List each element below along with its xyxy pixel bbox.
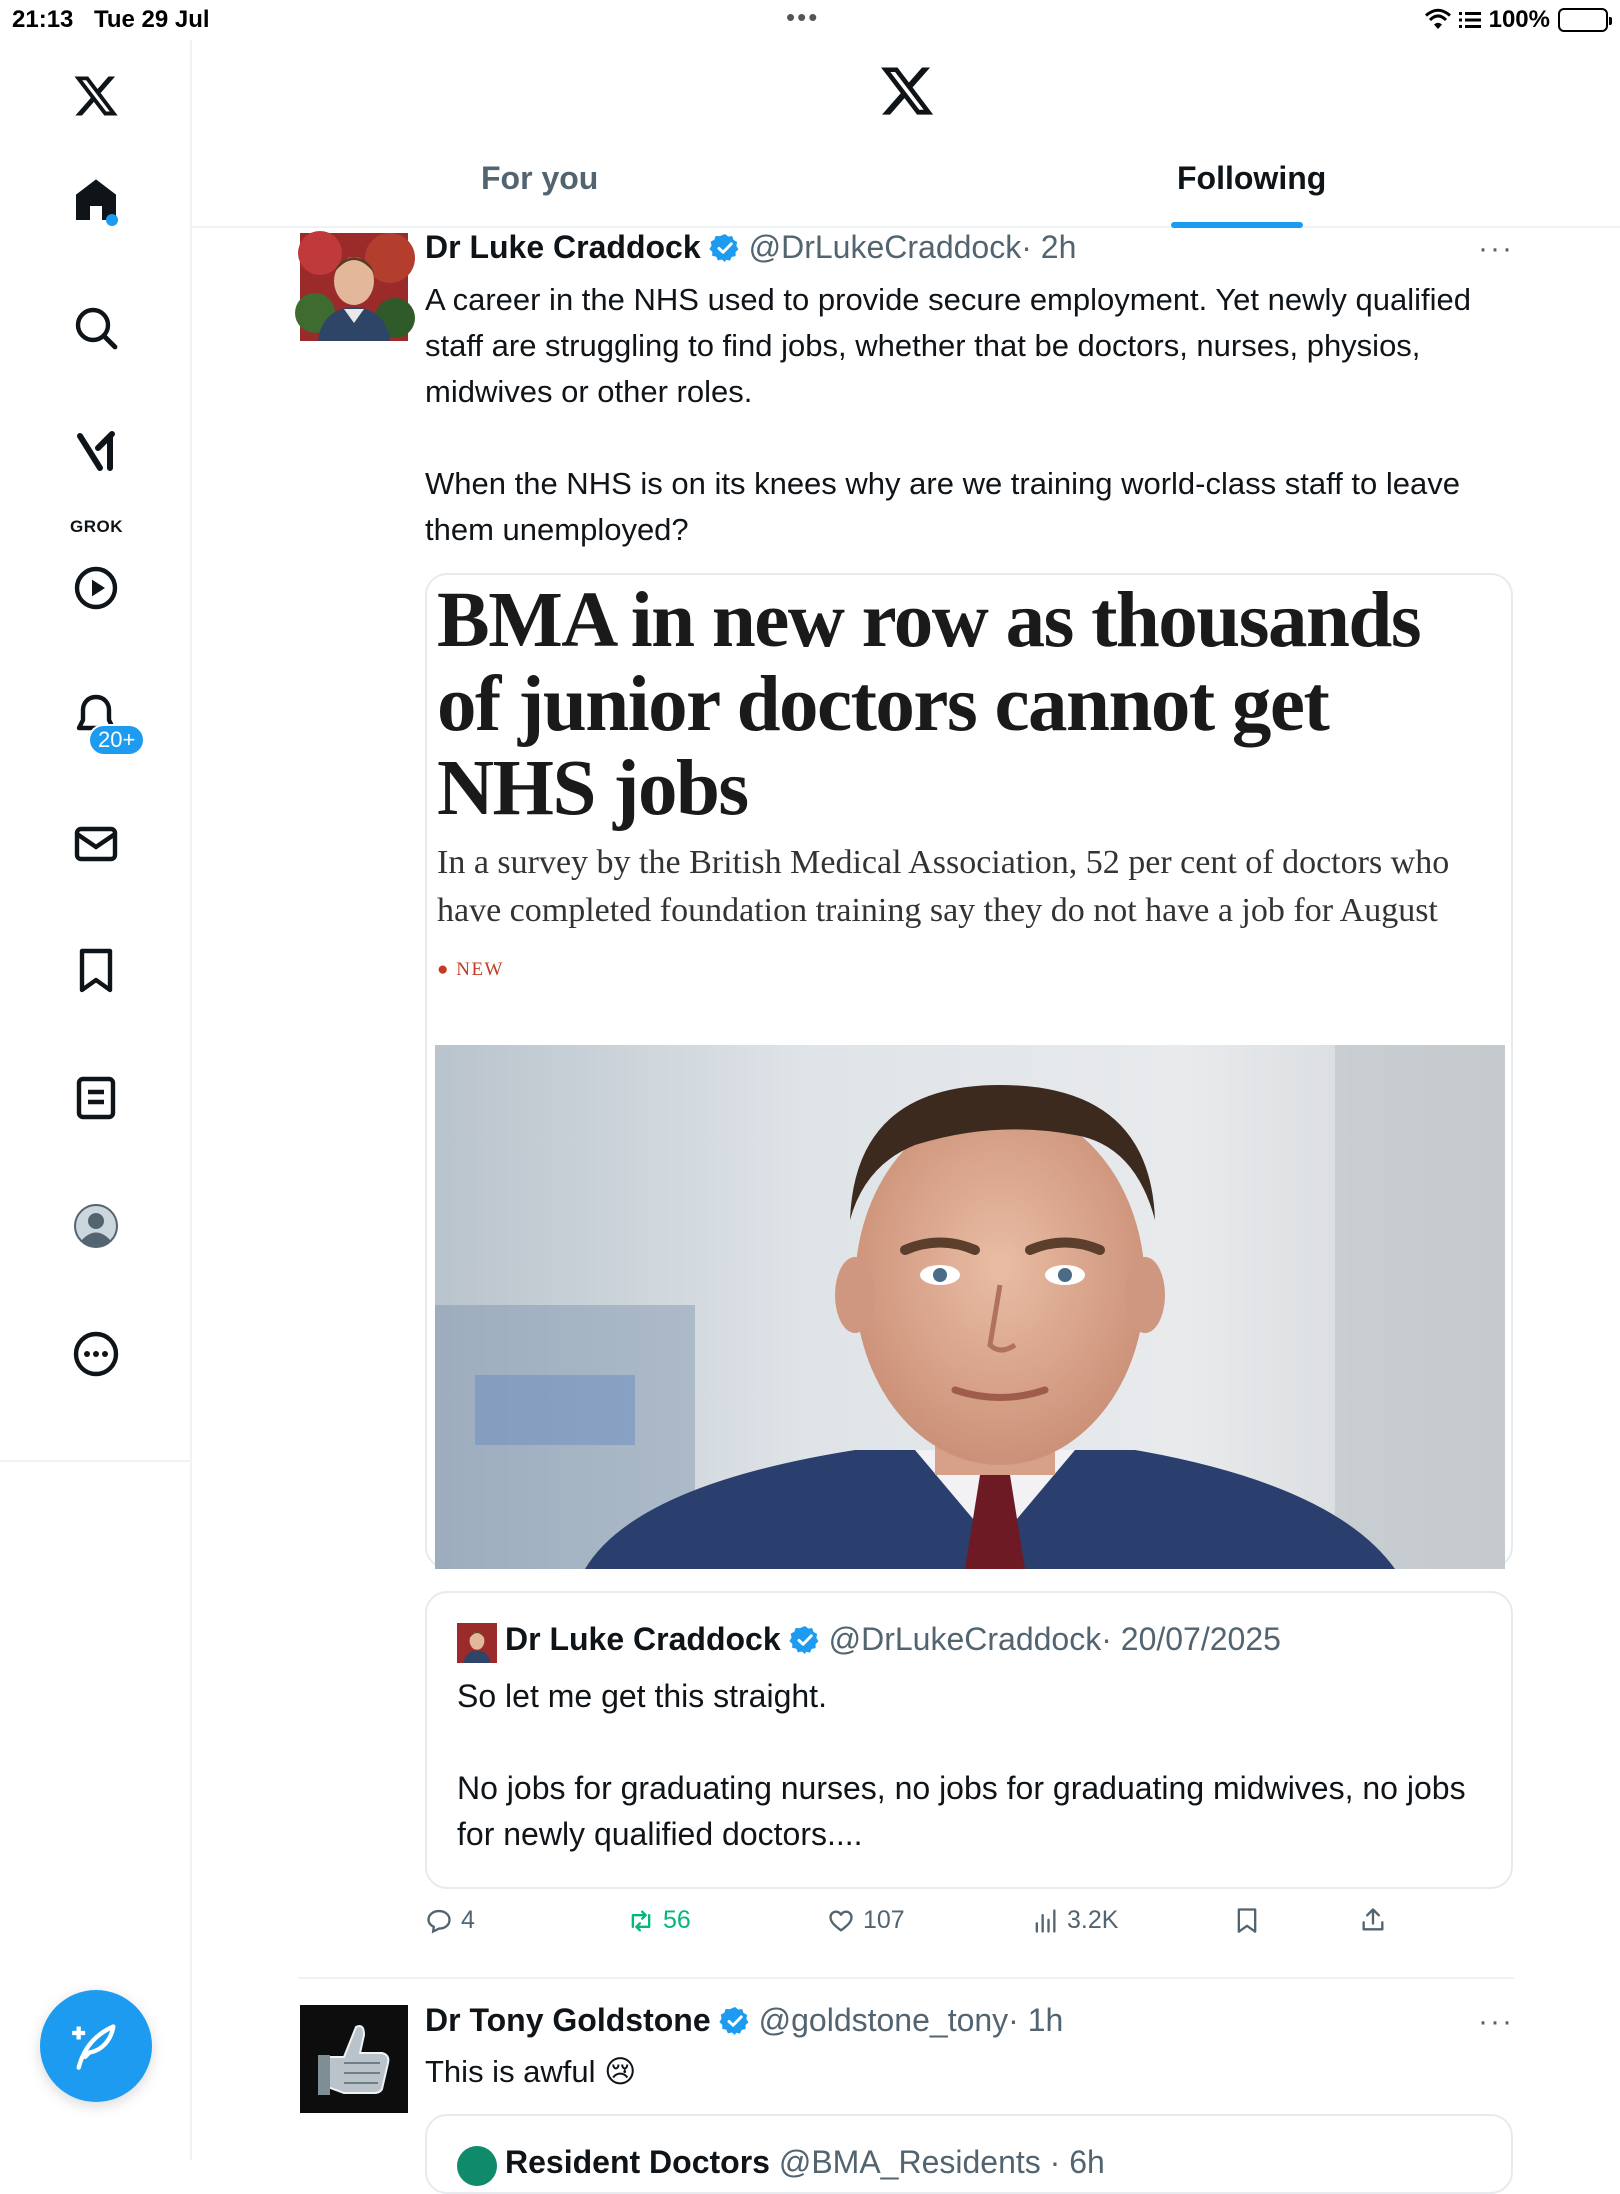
quoted-header [505, 1621, 1281, 1658]
quoted-text: So let me get this straight. No jobs for graduating nurses, no jobs for graduating midwives, no jobs for newly qualified doctors.... [457, 1678, 1466, 1852]
repost-count: 56 [663, 1906, 691, 1934]
sidebar-divider [0, 1460, 192, 1462]
quoted-avatar [457, 2146, 497, 2186]
tweet-header [425, 229, 1076, 266]
status-bar [0, 0, 1620, 40]
timeline-header [192, 40, 1620, 228]
repost-button[interactable] [627, 1906, 691, 1935]
status-date: Tue 29 Jul [94, 6, 210, 33]
author-handle[interactable]: @DrLukeCraddock [748, 229, 1022, 265]
more-icon[interactable] [66, 1324, 126, 1384]
tweet-time[interactable]: · 1h [1008, 2002, 1064, 2038]
tweet-actions [425, 1906, 1425, 1946]
avatar[interactable] [300, 233, 408, 341]
grok-label: GROK [70, 517, 123, 536]
card-new-label: NEW [456, 959, 504, 980]
compose-button[interactable] [40, 1990, 152, 2102]
status-time: 21:13 [12, 6, 74, 33]
lists-icon[interactable] [66, 1068, 126, 1128]
quoted-author-name: Resident Doctors [505, 2144, 770, 2180]
bookmark-button[interactable] [1233, 1906, 1261, 1934]
heart-icon [827, 1907, 855, 1935]
bookmarks-icon[interactable] [66, 940, 126, 1000]
bookmark-icon [1233, 1906, 1261, 1934]
status-right [1425, 6, 1608, 34]
verified-badge-icon [709, 232, 741, 264]
tweet-more-button[interactable]: ··· [1478, 232, 1514, 265]
messages-icon[interactable] [66, 814, 126, 874]
sidebar [0, 40, 192, 2160]
video-icon[interactable] [66, 558, 126, 618]
tweet-divider [298, 1977, 1514, 1979]
views-count: 3.2K [1067, 1906, 1119, 1934]
verified-badge-icon [719, 2005, 751, 2037]
avatar[interactable] [300, 2005, 408, 2113]
battery-percent: 100% [1488, 6, 1550, 33]
tweet-text: A career in the NHS used to provide secure employment. Yet newly qualified staff are struggling to find jobs, whether that be doctors, nurses, physios, midwives or other roles. When the NHS is on its knees why are we training world-class staff to leave them unemployed? [425, 282, 1471, 547]
reply-count: 4 [461, 1906, 475, 1934]
like-count: 107 [863, 1906, 905, 1934]
tab-for-you[interactable]: For you [481, 160, 599, 196]
tweet-text: This is awful 😢 [425, 2054, 637, 2089]
search-icon[interactable] [66, 298, 126, 358]
share-button[interactable] [1359, 1906, 1387, 1934]
card-photo [435, 1045, 1505, 1569]
verified-badge-icon [789, 1624, 821, 1656]
quoted-tweet[interactable] [425, 1591, 1513, 1889]
compose-feather-icon [70, 2020, 122, 2072]
card-standfirst: In a survey by the British Medical Association, 52 per cent of doctors who have completed foundation training say they do not have a job for August [437, 844, 1450, 929]
x-header-logo-icon[interactable] [878, 62, 936, 120]
author-handle[interactable]: @goldstone_tony [758, 2002, 1009, 2038]
tab-following[interactable]: Following [1177, 160, 1327, 196]
active-tab-indicator [1171, 222, 1303, 228]
x-logo-icon[interactable] [66, 66, 126, 126]
quoted-avatar [457, 1623, 497, 1663]
tweet-time[interactable]: · 2h [1021, 229, 1077, 265]
share-icon [1359, 1906, 1387, 1934]
quoted-author-handle: @BMA_Residents · 6h [778, 2144, 1105, 2180]
card-new-tag: ● NEW [437, 959, 504, 980]
reply-icon [425, 1907, 453, 1935]
tweet-header [425, 2002, 1063, 2039]
profile-icon[interactable] [66, 1196, 126, 1256]
author-name[interactable]: Dr Tony Goldstone [425, 2002, 711, 2038]
notifications-badge: 20+ [88, 724, 145, 756]
card-headline: BMA in new row as thousands of junior doctors cannot get NHS jobs [437, 577, 1421, 832]
author-name[interactable]: Dr Luke Craddock [425, 229, 701, 265]
home-unread-dot [106, 214, 118, 226]
views-icon [1031, 1907, 1059, 1935]
battery-icon [1558, 8, 1608, 32]
link-card[interactable] [425, 573, 1513, 1569]
like-button[interactable] [827, 1906, 905, 1935]
tweet-more-button[interactable]: ··· [1478, 2005, 1514, 2038]
views-button[interactable] [1031, 1906, 1118, 1935]
quoted-date: · 20/07/2025 [1101, 1621, 1281, 1657]
grok-icon[interactable] [66, 422, 126, 482]
orientation-lock-icon [1459, 10, 1481, 30]
multitasking-dots[interactable]: ••• [786, 2, 820, 32]
quoted-header [505, 2144, 1105, 2181]
reply-button[interactable] [425, 1906, 475, 1935]
quoted-tweet[interactable] [425, 2114, 1513, 2194]
repost-icon [627, 1907, 655, 1935]
wifi-icon [1425, 9, 1451, 31]
quoted-author-handle: @DrLukeCraddock [828, 1621, 1102, 1657]
quoted-author-name: Dr Luke Craddock [505, 1621, 781, 1657]
